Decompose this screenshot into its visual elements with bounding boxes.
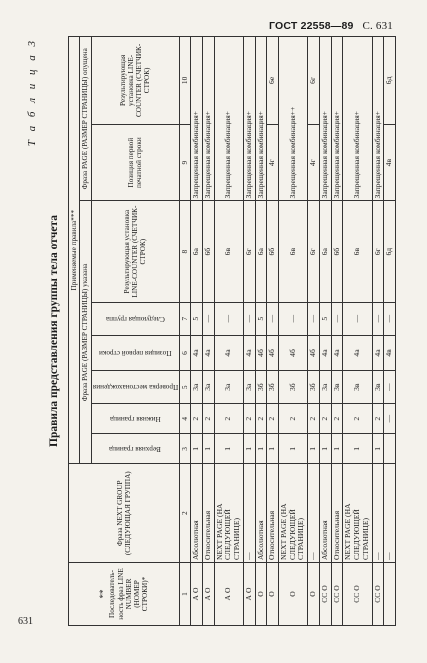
table-cell: 3в	[343, 371, 372, 404]
table-cell: 3а	[319, 371, 331, 404]
table-cell: —	[384, 464, 396, 563]
table-cell: —	[384, 302, 396, 335]
table-cell: 1	[214, 434, 243, 464]
table-cell: NEXT PAGE (НА СЛЕДУЮЩЕЙ СТРАНИЦЕ)	[214, 464, 243, 563]
table-cell: Запрещенная комбинация+	[372, 37, 384, 201]
table-cell: 4в	[384, 124, 396, 201]
table-cell: 6а	[319, 201, 331, 302]
table-cell: 6д	[384, 201, 396, 302]
table-cell: Абсолютная	[191, 464, 203, 563]
table-cell: 3б	[308, 371, 320, 404]
col-number: 4	[179, 404, 191, 434]
table-cell: 1	[331, 434, 343, 464]
table-cell: 2	[331, 404, 343, 434]
table-cell: 1	[243, 434, 255, 464]
table-cell: Относительная	[203, 464, 215, 563]
table-row	[267, 37, 279, 626]
table-cell: 6б	[331, 201, 343, 302]
table-cell: 2	[279, 404, 308, 434]
header-next-group-rule	[91, 302, 179, 335]
table-cell: А О	[203, 563, 215, 626]
table-cell: 1	[319, 434, 331, 464]
table-cell: 4а	[319, 335, 331, 371]
caption-line	[24, 36, 46, 626]
table-cell: СС О	[372, 563, 384, 626]
table-row	[343, 37, 372, 626]
table-cell: 4г	[267, 124, 279, 201]
header-next-group: Фраза NEXT GROUP (СЛЕДУЮЩАЯ ГРУППА)	[69, 464, 180, 563]
running-header	[269, 20, 393, 32]
table-cell: 4а	[343, 335, 372, 371]
table-cell: Запрещенная комбинация+	[243, 37, 255, 201]
table-cell: Запрещенная комбинация+	[319, 37, 331, 201]
table-cell: —	[243, 464, 255, 563]
table-cell: —	[372, 464, 384, 563]
col-number: 7	[179, 302, 191, 335]
table-cell: СС О	[319, 563, 331, 626]
table-cell: А О	[214, 563, 243, 626]
table-cell: 2	[243, 404, 255, 434]
table-cell: А О	[191, 563, 203, 626]
table-cell: —	[267, 302, 279, 335]
table-cell: 3б	[279, 371, 308, 404]
table-cell: 1	[267, 434, 279, 464]
table-row	[214, 37, 243, 626]
table-cell: СС О	[331, 563, 343, 626]
column-numbers-row	[179, 37, 191, 626]
table-cell: 6г	[308, 201, 320, 302]
table-cell: —	[372, 302, 384, 335]
table-cell: Запрещенная комбинация+	[331, 37, 343, 201]
table-cell: —	[384, 404, 396, 434]
table-cell: Запрещенная комбинация+	[214, 37, 243, 201]
table-cell: 3в	[331, 371, 343, 404]
table-cell: Запрещенная комбинация++	[279, 37, 308, 201]
table-cell: 6е	[267, 37, 279, 125]
table-cell: О	[267, 563, 279, 626]
table-cell: 3б	[255, 371, 267, 404]
table-cell: 6б	[203, 201, 215, 302]
table-cell: 4а	[214, 335, 243, 371]
table-cell: 5	[255, 302, 267, 335]
table-cell: О	[308, 563, 320, 626]
table-row	[308, 37, 320, 626]
table-cell: —	[203, 302, 215, 335]
table-row	[372, 37, 384, 626]
table-cell: —	[308, 302, 320, 335]
table-cell: 4б	[279, 335, 308, 371]
header-c6-text: Позиция первой строки	[98, 349, 172, 358]
table-cell: —	[243, 302, 255, 335]
table-cell: 4б	[255, 335, 267, 371]
header-c4-text: Нижняя граница	[109, 414, 161, 423]
table-cell: 2	[214, 404, 243, 434]
table-cell: Запрещенная комбинация+	[343, 37, 372, 201]
rotated-table-page	[24, 36, 404, 626]
col-number: 2	[179, 464, 191, 563]
table-cell: 6б	[267, 201, 279, 302]
col-number: 6	[179, 335, 191, 371]
header-c7-text: Следующая группа	[105, 314, 165, 323]
table-cell: 3а	[214, 371, 243, 404]
table-cell: 5	[319, 302, 331, 335]
header-line-number-seq	[69, 563, 180, 626]
table-cell: 2	[267, 404, 279, 434]
header-upper-bound	[91, 434, 179, 464]
table-cell: —	[214, 302, 243, 335]
table-cell: Относительная	[267, 464, 279, 563]
table-cell: 4а	[331, 335, 343, 371]
table-cell: —	[343, 302, 372, 335]
table-cell: 6г	[243, 201, 255, 302]
table-cell: 4б	[267, 335, 279, 371]
page-reference: С. 631	[362, 20, 393, 32]
stars-mark: **	[98, 589, 109, 599]
table-cell: 1	[372, 434, 384, 464]
table-cell: 2	[191, 404, 203, 434]
col-number: 10	[179, 37, 191, 125]
table-body	[191, 37, 396, 626]
table-cell: Запрещенная комбинация+	[191, 37, 203, 201]
table-cell: 6а	[191, 201, 203, 302]
table-cell: 4г	[308, 124, 320, 201]
table-cell: 3а	[203, 371, 215, 404]
table-cell: NEXT PAGE (НА СЛЕДУЮЩЕЙ СТРАНИЦЕ)	[343, 464, 372, 563]
table-cell: А О	[243, 563, 255, 626]
table-cell: 6г	[308, 37, 320, 125]
table-cell: 2	[308, 404, 320, 434]
header-first-line-position	[91, 335, 179, 371]
table-cell: 4а	[191, 335, 203, 371]
table-cell: —	[279, 302, 308, 335]
header-lower-bound	[91, 404, 179, 434]
col-number: 9	[179, 124, 191, 201]
table-cell: 1	[191, 434, 203, 464]
table-cell: 1	[255, 434, 267, 464]
header-first-print-line: Позиция первой печатной строки	[91, 124, 179, 201]
header-line-counter-omitted: Результирующая установка LINE-COUNTER (СЧЕТЧИК-СТРОК)	[91, 37, 179, 125]
table-cell	[384, 434, 396, 464]
table-cell: 6г	[372, 201, 384, 302]
table-cell: 1	[308, 434, 320, 464]
table-cell: 6д	[384, 37, 396, 125]
table-cell: 3а	[191, 371, 203, 404]
table-cell: О	[255, 563, 267, 626]
header-applicable-rules: Применяемые правила***	[69, 37, 80, 464]
table-cell: 2	[372, 404, 384, 434]
table-cell: 6в	[343, 201, 372, 302]
standard-code: ГОСТ 22558—89	[268, 20, 354, 32]
table-cell: 3в	[372, 371, 384, 404]
table-cell: Абсолютная	[319, 464, 331, 563]
header-page-specified: Фраза PAGE (РАЗМЕР СТРАНИЦЫ) указана	[80, 201, 91, 464]
table-cell: О	[279, 563, 308, 626]
rules-table	[68, 36, 396, 626]
table-cell: 2	[319, 404, 331, 434]
table-row	[319, 37, 331, 626]
table-row	[203, 37, 215, 626]
table-cell: 2	[343, 404, 372, 434]
table-cell: 5	[191, 302, 203, 335]
table-cell: 1	[279, 434, 308, 464]
table-row	[243, 37, 255, 626]
table-cell: Абсолютная	[255, 464, 267, 563]
col-number: 1	[179, 563, 191, 626]
table-cell: 3б	[267, 371, 279, 404]
table-cell: 1	[343, 434, 372, 464]
table-cell: 2	[203, 404, 215, 434]
table-cell: Относительная	[331, 464, 343, 563]
table-cell: 3а	[243, 371, 255, 404]
table-cell: 1	[203, 434, 215, 464]
table-row	[279, 37, 308, 626]
table-row	[331, 37, 343, 626]
table-cell: 4а	[372, 335, 384, 371]
table-cell: Запрещенная комбинация+	[203, 37, 215, 201]
table-cell: NEXT PAGE (НА СЛЕДУЮЩЕЙ СТРАНИЦЕ)	[279, 464, 308, 563]
table-label: Т а б л и ц а 3	[26, 38, 38, 147]
table-row	[384, 37, 396, 626]
table-cell: 4в	[384, 335, 396, 371]
header-page-omitted: Фраза PAGE (РАЗМЕР СТРАНИЦЫ) опущена	[80, 37, 91, 201]
table-row	[255, 37, 267, 626]
header-c1-text: Последователь-ность фраз LINE NUMBER (НОМЕР СТРОКИ)*	[108, 568, 150, 620]
table-cell: 6а	[255, 201, 267, 302]
col-number: 3	[179, 434, 191, 464]
table-cell: —	[384, 371, 396, 404]
table-cell: 4б	[308, 335, 320, 371]
table-cell: 2	[255, 404, 267, 434]
page-number: 631	[18, 616, 33, 627]
table-cell: —	[308, 464, 320, 563]
header-c5-text: Проверка местонахождения	[92, 383, 178, 392]
table-row	[191, 37, 203, 626]
table-cell: —	[331, 302, 343, 335]
table-cell	[384, 563, 396, 626]
table-cell: Запрещенная комбинация+	[255, 37, 267, 201]
table-cell: 4а	[243, 335, 255, 371]
table-cell: 6в	[279, 201, 308, 302]
header-line-counter: Результирующая установка LINE-COUNTER (СЧЕТЧИК-СТРОК)	[91, 201, 179, 302]
table-cell: 6в	[214, 201, 243, 302]
table-cell: 4а	[203, 335, 215, 371]
table-title: Правила представления группы тела отчета	[48, 215, 60, 447]
col-number: 5	[179, 371, 191, 404]
col-number: 8	[179, 201, 191, 302]
header-c3-text: Верхняя граница	[109, 444, 162, 453]
header-location-check	[91, 371, 179, 404]
table-cell: СС О	[343, 563, 372, 626]
